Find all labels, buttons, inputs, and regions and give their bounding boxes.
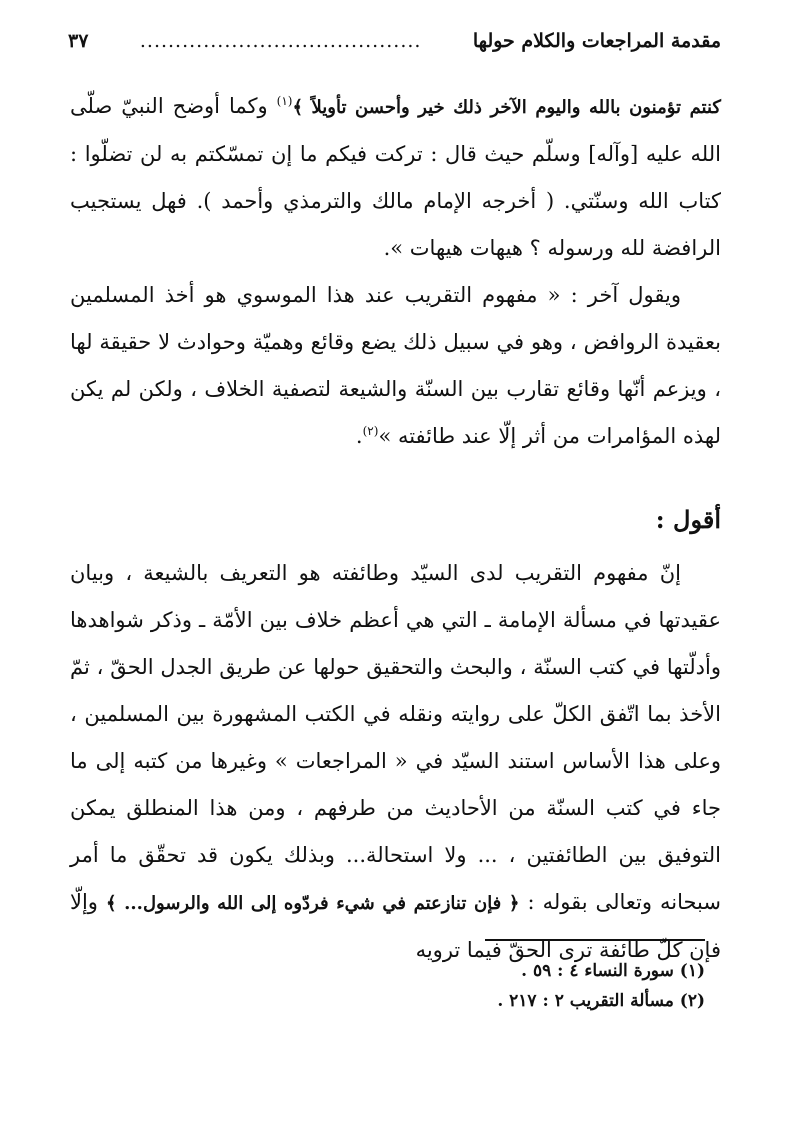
footnote-divider [485, 939, 705, 941]
running-header [68, 26, 721, 56]
footnote-marker-1: (١) [276, 94, 293, 108]
chapter-title: مقدمة المراجعات والكلام حولها [472, 30, 721, 52]
paragraph-3 [70, 550, 721, 974]
page-number: ٣٧ [68, 30, 89, 52]
body-text-upper [70, 83, 721, 460]
body-text-lower [70, 550, 721, 974]
paragraph-2 [70, 272, 721, 460]
leader-dots: ........................................ [139, 30, 422, 52]
section-heading: أقول : [655, 505, 721, 534]
quran-quote-2: ﴿ فإن تنازعتم في شيء فردّوه إلى الله والرسول... ﴾ [105, 893, 520, 914]
paragraph-3-text: إنّ مفهوم التقريب لدى السيّد وطائفته هو التعريف بالشيعة ، وبيان عقيدتها في مسألة الإمامة ـ التي هي أعظم خلاف بين الأمّة ـ وذكر شواهدها وأدلّتها في كتب السنّة ، والبحث والتحقيق حولها عن طريق الجدل الحقّ ، ثمّ الأخذ بما اتّفق الكلّ على روايته ونقله في الكتب المشهورة بين المسلمين ، وعلى هذا الأساس استند السيّد في « المراجعات » وغيرها من كتبه إلى ما جاء في كتب السنّة من الأحاديث من طرفهم ، ومن هذا المنطلق يمكن التوفيق بين الطائفتين ، ... ولا استحالة... وبذلك يكون قد تحقّق ما أمر سبحانه وتعالى بقوله : [70, 561, 721, 914]
footnote-2: (٢) مسألة التقريب ٢ : ٢١٧ . [497, 991, 705, 1011]
footnote-marker-2: (٢) [362, 424, 379, 438]
quran-quote: كنتم تؤمنون بالله واليوم الآخر ذلك خير وأحسن تأويلاً ﴾ [292, 97, 721, 118]
paragraph-1-text: وكما أوضح النبيّ صلّى الله عليه [وآله] وسلّم حيث قال : تركت فيكم ما إن تمسّكتم به لن تضلّوا : كتاب الله وسنّتي. ( أخرجه الإمام مالك والترمذي وأحمد ). فهل يستجيب الرافضة لله ورسوله ؟ هيهات هيهات ». [70, 94, 721, 260]
footnotes [497, 956, 705, 1016]
paragraph-3-tail: وإلّا فإن كلّ طائفة ترى الحقّ فيما ترويه [70, 890, 721, 962]
footnote-1: (١) سورة النساء ٤ : ٥٩ . [521, 961, 705, 981]
paragraph-2-tail: . [355, 424, 363, 448]
paragraph-1 [70, 83, 721, 272]
paragraph-2-text: ويقول آخر : « مفهوم التقريب عند هذا الموسوي هو أخذ المسلمين بعقيدة الروافض ، وهو في سبيل ذلك يضع وقائع وهميّة وحوادث لا حقيقة لها ، ويزعم أنّها وقائع تقارب بين السنّة والشيعة لتصفية الخلاف ، ولكن لم يكن لهذه المؤامرات من أثر إلّا عند طائفته » [70, 283, 721, 448]
